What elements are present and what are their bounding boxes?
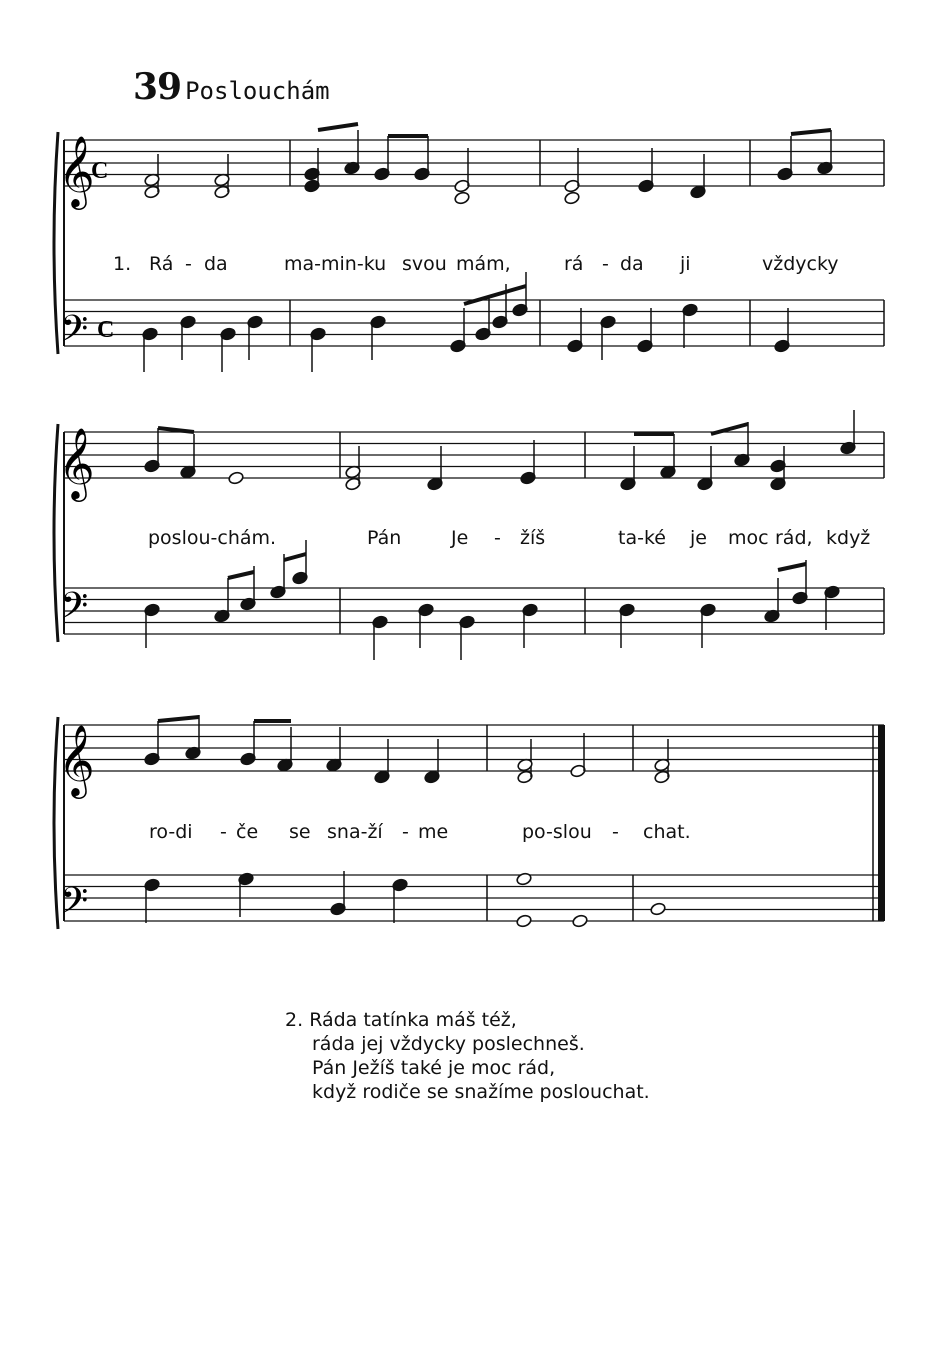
lyric-syllable: je [690,527,707,549]
lyric-syllable: chat. [643,821,691,843]
note [374,739,391,784]
note [392,878,409,923]
note [512,272,529,317]
lyric-syllable: žíš [520,527,546,549]
note [270,554,287,599]
note [142,327,159,372]
note [418,603,435,648]
verse-2 [285,1008,650,1104]
lyric-syllable: ro-di [149,821,193,843]
lyric-syllable: když [826,527,871,549]
note [459,615,476,660]
note [690,154,707,199]
notehead [516,914,533,928]
note [817,130,834,175]
note [330,871,347,916]
beam [791,130,831,134]
lyric-syllable: da [620,253,644,275]
lyric-syllable: moc [728,527,769,549]
note [638,148,655,193]
bass-clef-2: 𝄢 [60,585,89,636]
lyric-hyphen: - [185,253,192,275]
note [475,296,492,341]
verse-2-line-1: 2. Ráda tatínka máš též, [285,1009,517,1031]
lyric-syllable: ji [680,253,691,275]
notehead [650,902,667,916]
note [185,715,202,760]
note [777,136,794,181]
note [144,603,161,648]
lyric-syllable: svou [402,253,447,275]
lyric-1-number: 1. [113,253,132,275]
beam [318,124,358,130]
note [567,308,584,353]
note [774,308,791,353]
note [240,721,257,766]
notehead [572,914,589,928]
note [650,902,667,916]
lyric-syllable: se [289,821,311,843]
lyric-syllable: po-slou [522,821,592,843]
note [564,148,581,193]
verse-2-line-4: když rodiče se snažíme poslouchat. [312,1081,650,1103]
note [220,327,237,372]
song-number: 39 [133,66,182,108]
verse-2-line-2: ráda jej vždycky poslechneš. [312,1033,585,1055]
lyric-syllable: Pán [367,527,402,549]
notehead [454,191,471,205]
note [516,872,533,886]
lyric-syllable: ta-ké [618,527,666,549]
lyric-syllable: Je [451,527,469,549]
note [238,872,255,917]
note [619,603,636,648]
note [600,315,617,360]
lyric-syllable: me [418,821,449,843]
bass-clef-1: 𝄢 [60,308,89,359]
note [374,136,391,181]
note [247,315,264,360]
lyric-syllable: rád, [775,527,813,549]
treble-clef-2: 𝄞 [58,426,95,499]
note [697,446,714,491]
note [370,315,387,360]
final-barline [878,725,885,921]
note [824,585,841,630]
note [292,540,309,585]
beam [464,286,526,304]
note [700,603,717,648]
notehead [564,191,581,205]
note [144,428,161,473]
lyric-syllable: poslou-chám. [148,527,277,549]
note [424,739,441,784]
time-signature-treble: C [91,158,109,184]
note [180,315,197,360]
note [450,308,467,353]
bass-clef-3: 𝄢 [60,880,89,931]
note [520,440,537,485]
lyric-syllable: ma-min-ku [284,253,387,275]
verse-2-line-3: Pán Ježíš také je moc rád, [312,1057,556,1079]
note [144,878,161,923]
lyric-hyphen: - [612,821,619,843]
lyric-syllable: mám, [456,253,511,275]
lyric-syllable: vždycky [762,253,839,275]
note [682,303,699,348]
lyric-hyphen: - [602,253,609,275]
clefs [58,134,114,931]
lyric-syllable: da [204,253,228,275]
beam [228,572,254,578]
note [344,130,361,175]
lyric-syllable: Rá [149,253,174,275]
note [310,327,327,372]
note [564,191,581,205]
note [454,148,471,193]
treble-clef-3: 𝄞 [58,723,95,796]
note [764,578,781,623]
note [637,308,654,353]
note [228,471,245,485]
beam [778,564,806,570]
time-signature-bass: C [97,317,115,343]
note [522,603,539,648]
treble-clef-1: 𝄞 [58,134,95,207]
note [372,615,389,660]
note [414,136,431,181]
note [277,727,294,772]
note [570,733,587,778]
lyric-hyphen: - [494,527,501,549]
notehead [228,471,245,485]
beam [284,554,306,560]
lyric-hyphen: - [402,821,409,843]
note [180,434,197,479]
note [326,727,343,772]
note [427,446,444,491]
lyric-hyphen: - [220,821,227,843]
lyric-syllable: rá [564,253,584,275]
note [214,578,231,623]
note [516,914,533,928]
note [144,721,161,766]
song-name: Poslouchám [185,77,330,105]
note [454,191,471,205]
lyric-syllable: če [236,821,259,843]
beam [158,717,199,721]
verse-2-number: 2. [285,1009,304,1031]
note [572,914,589,928]
notehead [516,872,533,886]
lyric-syllable: sna-ží [327,821,383,843]
note [660,434,677,479]
note [620,446,637,491]
